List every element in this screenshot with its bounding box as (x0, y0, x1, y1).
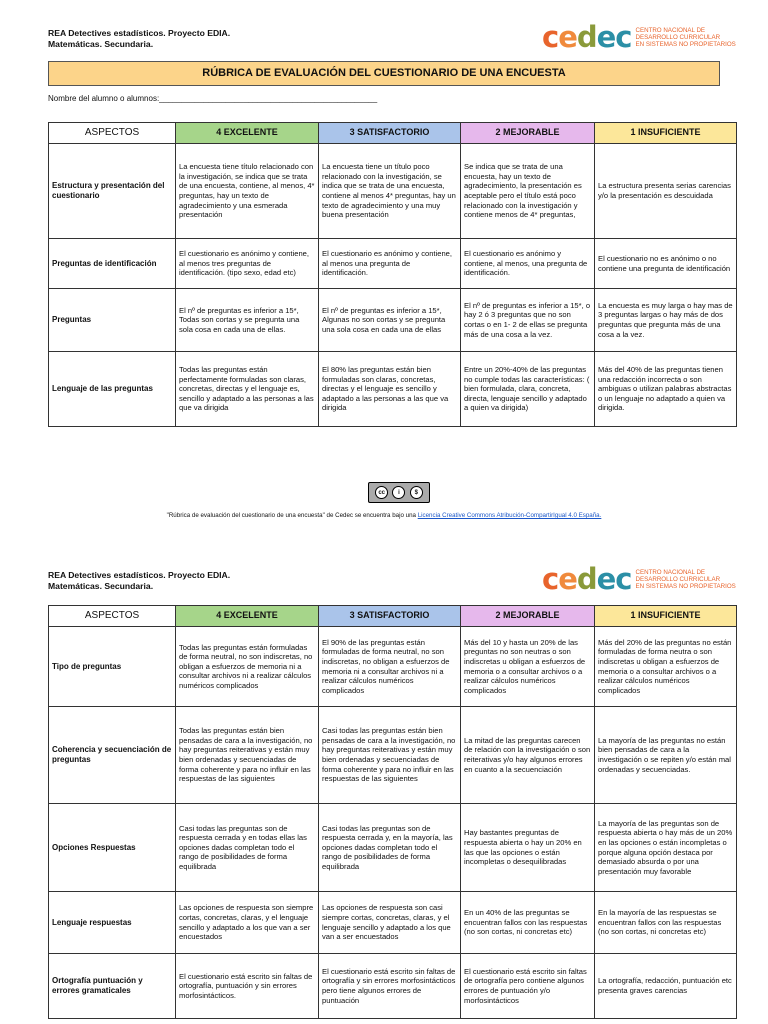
aspect-cell: Ortografía puntuación y errores gramaticales (49, 954, 176, 1019)
col-header-mejorable: 2 MEJORABLE (461, 606, 595, 627)
insuficiente-cell: El cuestionario no es anónimo o no contiene una pregunta de identificación (595, 239, 737, 289)
header-line-1: REA Detectives estadísticos. Proyecto EDIA. (48, 570, 231, 580)
satisfactorio-cell: Casi todas las preguntas son de respuesta cerrada y, en la mayoría, las opciones dadas completan todo el rango de posibilidades de forma equilibrada (319, 804, 461, 892)
col-header-satisfactorio: 3 SATISFACTORIO (319, 606, 461, 627)
by-icon: i (392, 486, 405, 499)
aspect-cell: Opciones Respuestas (49, 804, 176, 892)
mejorable-cell: En un 40% de las preguntas se encuentran fallos con las respuestas (no son cortas, ni concretas etc) (461, 892, 595, 954)
excelente-cell: Todas las preguntas están bien pensadas de cara a la investigación, no hay preguntas reiterativas y están muy bien ordenadas y secuenciadas de forma coherente y para no influir en las respuestas de las siguientes (176, 707, 319, 804)
table-row (49, 627, 737, 707)
logo-subtitle: CENTRO NACIONAL DE DESARROLLO CURRICULAR EN SISTEMAS NO PROPIETARIOS (635, 568, 736, 590)
header-line-1: REA Detectives estadísticos. Proyecto EDIA. (48, 28, 231, 38)
satisfactorio-cell: Casi todas las preguntas están bien pensadas de cara a la investigación, no hay preguntas reiterativas y están muy bien ordenadas y secuenciadas de forma coherente y para no influir en las respuestas de las siguientes (319, 707, 461, 804)
excelente-cell: El cuestionario está escrito sin faltas de ortografía, puntuación y sin errores morfosintácticos. (176, 954, 319, 1019)
mejorable-cell: Entre un 20%-40% de las preguntas no cumple todas las características: ( bien formulada, clara, concreta, directa, lenguaje sencillo y adaptado a quien va dirigida) (461, 352, 595, 427)
table-row (49, 707, 737, 804)
excelente-cell: Todas las preguntas están perfectamente formuladas son claras, concretas, directas y el lenguaje es, sencillo y adaptado a las personas a las que va dirigida (176, 352, 319, 427)
license-text: "Rúbrica de evaluación del cuestionario de una encuesta" de Cedec se encuentra bajo una (166, 512, 418, 519)
satisfactorio-cell: El 80% las preguntas están bien formuladas son claras, concretas, directas y el lenguaje es sencillo y adaptado a las personas a las que va dirigida (319, 352, 461, 427)
insuficiente-cell: La mayoría de las preguntas no están bien pensadas de cara a la investigación o se repiten y/o están mal ordenadas y secuenciadas. (595, 707, 737, 804)
insuficiente-cell: Más del 20% de las preguntas no están formuladas de forma neutra o son indiscretas u obligan a esfuerzos de memoria o a consultar archivos o a realizar cálculos numéricos complicados (595, 627, 737, 707)
aspect-cell: Preguntas de identificación (49, 239, 176, 289)
header-line-2: Matemáticas. Secundaria. (48, 39, 154, 49)
col-header-insuficiente: 1 INSUFICIENTE (595, 606, 737, 627)
mejorable-cell: Se indica que se trata de una encuesta, hay un texto de agradecimiento, la presentación es aceptable pero el título está poco relacionado con la investigación y contiene menos de 4* preguntas, (461, 144, 595, 239)
cedec-logo-page-2 (542, 564, 736, 594)
aspect-cell: Estructura y presentación del cuestionario (49, 144, 176, 239)
mejorable-cell: El nº de preguntas es inferior a 15*, o hay 2 ó 3 preguntas que no son cortas o en 1- 2 de ellas se pregunta más de una cosa a la vez. (461, 289, 595, 352)
excelente-cell: El nº de preguntas es inferior a 15*, Todas son cortas y se pregunta una sola cosa en cada una de ellas. (176, 289, 319, 352)
col-header-aspectos: ASPECTOS (49, 123, 176, 144)
cc-icon: cc (375, 486, 388, 499)
creative-commons-badge (368, 482, 430, 503)
aspect-cell: Lenguaje de las preguntas (49, 352, 176, 427)
insuficiente-cell: La estructura presenta serias carencias y/o la presentación es descuidada (595, 144, 737, 239)
page-title: RÚBRICA DE EVALUACIÓN DEL CUESTIONARIO DE UNA ENCUESTA (48, 61, 720, 86)
col-header-insuficiente: 1 INSUFICIENTE (595, 123, 737, 144)
col-header-satisfactorio: 3 SATISFACTORIO (319, 123, 461, 144)
col-header-excelente: 4 EXCELENTE (176, 606, 319, 627)
insuficiente-cell: Más del 40% de las preguntas tienen una redacción incorrecta o son ambiguas o utilizan palabras abstractas o un lenguaje no adaptado a quien va dirigida. (595, 352, 737, 427)
logo-word: cedec (542, 20, 632, 54)
satisfactorio-cell: Las opciones de respuesta son casi siempre cortas, concretas, claras, y el lenguaje sencillo y adaptado a los que van a ser encuestados (319, 892, 461, 954)
aspect-cell: Lenguaje respuestas (49, 892, 176, 954)
table-row (49, 892, 737, 954)
col-header-excelente: 4 EXCELENTE (176, 123, 319, 144)
table-row (49, 289, 737, 352)
table-row (49, 144, 737, 239)
satisfactorio-cell: La encuesta tiene un título poco relacionado con la investigación, se indica que se trata de una encuesta, contiene al menos 4* preguntas, hay un texto de agradecimiento y una muy buena presentación (319, 144, 461, 239)
satisfactorio-cell: El cuestionario está escrito sin faltas de ortografía y sin errores morfosintácticos pero tiene algunos errores de puntuación (319, 954, 461, 1019)
mejorable-cell: El cuestionario es anónimo y contiene, al menos, una pregunta de identificación. (461, 239, 595, 289)
aspect-cell: Coherencia y secuenciación de preguntas (49, 707, 176, 804)
license-credit (0, 512, 768, 519)
logo-word: cedec (542, 562, 632, 596)
excelente-cell: Las opciones de respuesta son siempre cortas, concretas, claras, y el lenguaje sencillo y adaptado a los que van a ser encuestados (176, 892, 319, 954)
insuficiente-cell: La ortografía, redacción, puntuación etc presenta graves carencias (595, 954, 737, 1019)
student-name-field: Nombre del alumno o alumnos:_________________________________________________ (48, 94, 378, 103)
insuficiente-cell: La mayoría de las preguntas son de respuesta abierta o hay más de un 20% en las opciones o están incompletas o porque alguna opción destaca por demasiado absurda o por una presentación muy favorable (595, 804, 737, 892)
mejorable-cell: El cuestionario está escrito sin faltas de ortografía pero contiene algunos errores de puntuación y/o morfosintácticos (461, 954, 595, 1019)
insuficiente-cell: La encuesta es muy larga o hay mas de 3 preguntas largas o hay más de dos preguntas que pregunta más de una cosa a la vez. (595, 289, 737, 352)
rubric-table-2 (48, 605, 737, 1019)
mejorable-cell: La mitad de las preguntas carecen de relación con la investigación o son reiterativas y/o hay algunos errores en cuanto a la secuenciación (461, 707, 595, 804)
cedec-logo (542, 22, 736, 52)
table-row (49, 352, 737, 427)
mejorable-cell: Más del 10 y hasta un 20% de las preguntas no son neutras o son indiscretas u obligan a esfuerzos de memoria o a consultar archivos o a realizar cálculos numéricos complicados (461, 627, 595, 707)
table-row (49, 804, 737, 892)
col-header-mejorable: 2 MEJORABLE (461, 123, 595, 144)
table-row (49, 239, 737, 289)
insuficiente-cell: En la mayoría de las respuestas se encuentran fallos con las respuestas (no son cortas, ni concretas etc) (595, 892, 737, 954)
rubric-table-1 (48, 122, 737, 427)
excelente-cell: Todas las preguntas están formuladas de forma neutral, no son indiscretas, no obligan a esfuerzos de memoria ni a consultar archivos ni a realizar cálculos numéricos complicados (176, 627, 319, 707)
excelente-cell: El cuestionario es anónimo y contiene, al menos tres preguntas de identificación. (tipo sexo, edad etc) (176, 239, 319, 289)
license-link[interactable]: Licencia Creative Commons Atribución-CompartirIgual 4.0 España. (417, 512, 602, 519)
satisfactorio-cell: El 90% de las preguntas están formuladas de forma neutral, no son indiscretas, no obligan a esfuerzos de memoria ni a consultar archivos ni a realizar cálculos numéricos complicados (319, 627, 461, 707)
excelente-cell: Casi todas las preguntas son de respuesta cerrada y en todas ellas las opciones dadas completan todo el rango de posibilidades de forma equilibrada (176, 804, 319, 892)
satisfactorio-cell: El nº de preguntas es inferior a 15*, Algunas no son cortas y se pregunta una sola cosa en cada una de ellas (319, 289, 461, 352)
aspect-cell: Preguntas (49, 289, 176, 352)
aspect-cell: Tipo de preguntas (49, 627, 176, 707)
header-line-2: Matemáticas. Secundaria. (48, 581, 154, 591)
mejorable-cell: Hay bastantes preguntas de respuesta abierta o hay un 20% en las que las opciones o están incompletas o desequilibradas (461, 804, 595, 892)
sa-icon: $ (410, 486, 423, 499)
table-row (49, 954, 737, 1019)
document-header (48, 28, 230, 50)
logo-subtitle: CENTRO NACIONAL DE DESARROLLO CURRICULAR EN SISTEMAS NO PROPIETARIOS (635, 26, 736, 48)
excelente-cell: La encuesta tiene título relacionado con la investigación, se indica que se trata de una encuesta, contiene, al menos, 4* preguntas, hay un texto de agradecimiento y una esmerada presentación (176, 144, 319, 239)
satisfactorio-cell: El cuestionario es anónimo y contiene, al menos una pregunta de identificación. (319, 239, 461, 289)
document-header-page-2 (48, 570, 230, 592)
col-header-aspectos: ASPECTOS (49, 606, 176, 627)
